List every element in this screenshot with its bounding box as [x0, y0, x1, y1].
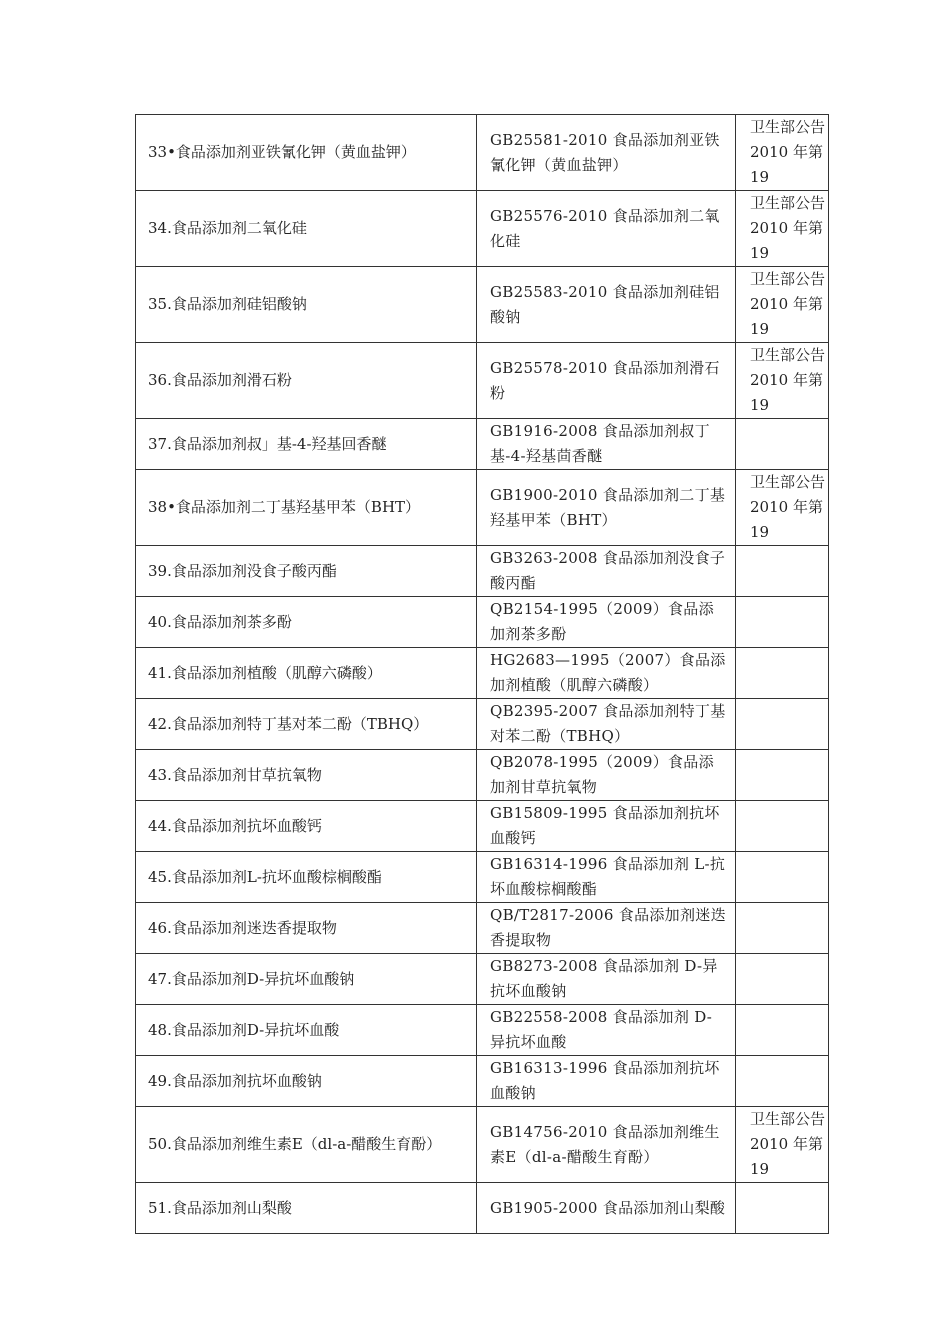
standard-cell: GB1905-2000 食品添加剂山梨酸: [477, 1183, 736, 1234]
standard-cell: QB2395-2007 食品添加剂特丁基对苯二酚（TBHQ）: [477, 699, 736, 750]
standard-cell: HG2683—1995（2007）食品添加剂植酸（肌醇六磷酸）: [477, 648, 736, 699]
item-name-cell: 46.食品添加剂迷迭香提取物: [136, 903, 477, 954]
note-cell: 卫生部公告 2010 年第 19: [736, 115, 829, 191]
table-row: [136, 546, 829, 597]
note-cell: [736, 852, 829, 903]
item-name-cell: 39.食品添加剂没食子酸丙酯: [136, 546, 477, 597]
note-cell: 卫生部公告 2010 年第 19: [736, 470, 829, 546]
note-cell: [736, 1005, 829, 1056]
item-name-cell: 33•食品添加剂亚铁氰化钾（黄血盐钾）: [136, 115, 477, 191]
standard-cell: GB15809-1995 食品添加剂抗坏血酸钙: [477, 801, 736, 852]
standard-cell: GB25578-2010 食品添加剂滑石粉: [477, 343, 736, 419]
item-name-cell: 44.食品添加剂抗坏血酸钙: [136, 801, 477, 852]
note-cell: [736, 419, 829, 470]
table-row: [136, 597, 829, 648]
item-name-cell: 51.食品添加剂山梨酸: [136, 1183, 477, 1234]
note-cell: 卫生部公告 2010 年第 19: [736, 191, 829, 267]
item-name-cell: 38•食品添加剂二丁基羟基甲苯（BHT）: [136, 470, 477, 546]
note-cell: 卫生部公告 2010 年第 19: [736, 1107, 829, 1183]
note-cell: [736, 1183, 829, 1234]
table-row: [136, 1005, 829, 1056]
standard-cell: GB25581-2010 食品添加剂亚铁氰化钾（黄血盐钾）: [477, 115, 736, 191]
item-name-cell: 35.食品添加剂硅铝酸钠: [136, 267, 477, 343]
item-name-cell: 40.食品添加剂茶多酚: [136, 597, 477, 648]
table-row: [136, 750, 829, 801]
note-cell: [736, 546, 829, 597]
table-row: [136, 1107, 829, 1183]
standard-cell: GB14756-2010 食品添加剂维生素E（dl-a-醋酸生育酚）: [477, 1107, 736, 1183]
note-cell: [736, 903, 829, 954]
note-cell: [736, 801, 829, 852]
standard-cell: GB1900-2010 食品添加剂二丁基羟基甲苯（BHT）: [477, 470, 736, 546]
table-row: [136, 1183, 829, 1234]
note-cell: [736, 954, 829, 1005]
standard-cell: GB25583-2010 食品添加剂硅铝酸钠: [477, 267, 736, 343]
item-name-cell: 41.食品添加剂植酸（肌醇六磷酸）: [136, 648, 477, 699]
item-name-cell: 48.食品添加剂D-异抗坏血酸: [136, 1005, 477, 1056]
table-row: [136, 267, 829, 343]
note-cell: [736, 699, 829, 750]
standard-cell: GB16314-1996 食品添加剂 L-抗坏血酸棕榈酸酯: [477, 852, 736, 903]
standard-cell: QB2078-1995（2009）食品添加剂甘草抗氧物: [477, 750, 736, 801]
standard-cell: GB3263-2008 食品添加剂没食子酸丙酯: [477, 546, 736, 597]
standard-cell: GB1916-2008 食品添加剂叔丁基-4-羟基茴香醚: [477, 419, 736, 470]
item-name-cell: 49.食品添加剂抗坏血酸钠: [136, 1056, 477, 1107]
note-cell: 卫生部公告 2010 年第 19: [736, 343, 829, 419]
item-name-cell: 36.食品添加剂滑石粉: [136, 343, 477, 419]
note-cell: 卫生部公告 2010 年第 19: [736, 267, 829, 343]
note-cell: [736, 750, 829, 801]
note-cell: [736, 597, 829, 648]
item-name-cell: 50.食品添加剂维生素E（dl-a-醋酸生育酚）: [136, 1107, 477, 1183]
table-row: [136, 903, 829, 954]
table-row: [136, 1056, 829, 1107]
standard-cell: QB2154-1995（2009）食品添加剂茶多酚: [477, 597, 736, 648]
table-row: [136, 115, 829, 191]
table-row: [136, 648, 829, 699]
note-cell: [736, 648, 829, 699]
table-row: [136, 954, 829, 1005]
table-row: [136, 801, 829, 852]
item-name-cell: 47.食品添加剂D-异抗坏血酸钠: [136, 954, 477, 1005]
item-name-cell: 37.食品添加剂叔」基-4-羟基回香醚: [136, 419, 477, 470]
standard-cell: GB25576-2010 食品添加剂二氧化硅: [477, 191, 736, 267]
standards-table: [135, 114, 829, 1234]
standard-cell: GB22558-2008 食品添加剂 D-异抗坏血酸: [477, 1005, 736, 1056]
table-row: [136, 470, 829, 546]
item-name-cell: 34.食品添加剂二氧化硅: [136, 191, 477, 267]
item-name-cell: 43.食品添加剂甘草抗氧物: [136, 750, 477, 801]
item-name-cell: 45.食品添加剂L-抗坏血酸棕榈酸酯: [136, 852, 477, 903]
standard-cell: GB8273-2008 食品添加剂 D-异抗坏血酸钠: [477, 954, 736, 1005]
table-row: [136, 699, 829, 750]
table-row: [136, 419, 829, 470]
standards-table-body: [136, 115, 829, 1234]
note-cell: [736, 1056, 829, 1107]
standard-cell: GB16313-1996 食品添加剂抗坏血酸钠: [477, 1056, 736, 1107]
table-row: [136, 191, 829, 267]
table-row: [136, 343, 829, 419]
item-name-cell: 42.食品添加剂特丁基对苯二酚（TBHQ）: [136, 699, 477, 750]
table-row: [136, 852, 829, 903]
standard-cell: QB/T2817-2006 食品添加剂迷迭香提取物: [477, 903, 736, 954]
